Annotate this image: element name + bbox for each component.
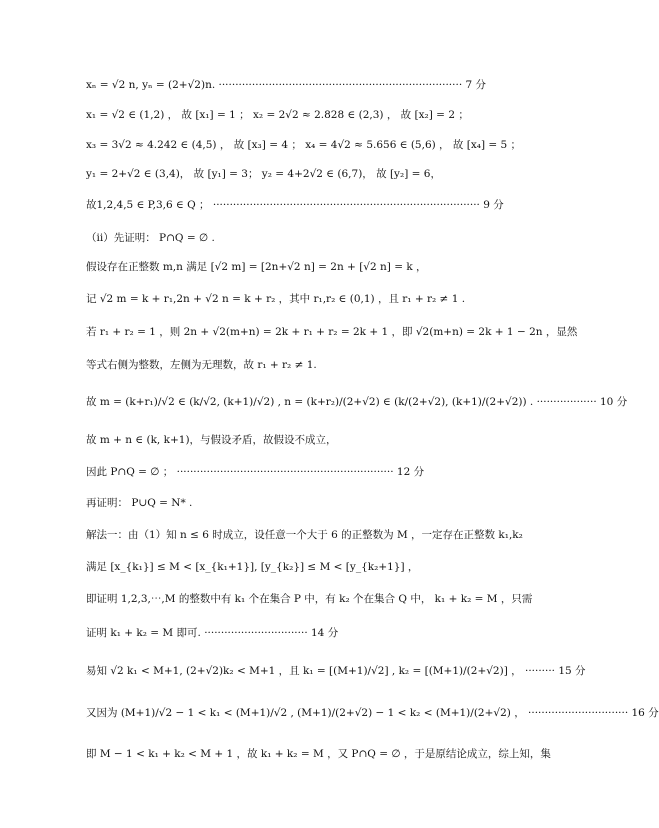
text-line: 等式右侧为整数，左侧为无理数，故 r₁ + r₂ ≠ 1. bbox=[86, 359, 317, 371]
text-line: 解法一：由（1）知 n ≤ 6 时成立，设任意一个大于 6 的正整数为 M ，一定存在正整数 k₁,k₂ bbox=[86, 529, 523, 541]
text-line: 又因为 (M+1)/√2 − 1 < k₁ < (M+1)/√2 , (M+1)/(2+√2) − 1 < k₂ < (M+1)/(2+√2) ， ······························ 16 分 bbox=[86, 707, 659, 719]
text-line: 因此 P∩Q = ∅ ； ································································· 12 分 bbox=[86, 466, 425, 478]
text-line: y₁ = 2+√2 ∈ (3,4)， 故 [y₁] = 3； y₂ = 4+2√2 ∈ (6,7)， 故 [y₂] = 6， bbox=[86, 168, 441, 180]
text-line: 假设存在正整数 m,n 满足 [√2 m] = [2n+√2 n] = 2n + [√2 n] = k ， bbox=[86, 261, 427, 273]
text-line: 满足 [x_{k₁}] ≤ M < [x_{k₁+1}], [y_{k₂}] ≤ M < [y_{k₂+1}] ， bbox=[86, 561, 419, 573]
text-line: 故 m + n ∈ (k, k+1)，与假设矛盾，故假设不成立， bbox=[86, 434, 337, 446]
text-line: 若 r₁ + r₂ = 1 ，则 2n + √2(m+n) = 2k + r₁ + r₂ = 2k + 1 ，即 √2(m+n) = 2k + 1 − 2n ，显然 bbox=[86, 326, 578, 338]
text-line: 即证明 1,2,3,⋯,M 的整数中有 k₁ 个在集合 P 中，有 k₂ 个在集合 Q 中， k₁ + k₂ = M ，只需 bbox=[86, 593, 533, 605]
text-line: 证明 k₁ + k₂ = M 即可. ······························· 14 分 bbox=[86, 627, 339, 639]
text-line: （ii）先证明： P∩Q = ∅ . bbox=[86, 232, 215, 244]
text-line: 易知 √2 k₁ < M+1, (2+√2)k₂ < M+1 ，且 k₁ = [(M+1)/√2] , k₂ = [(M+1)/(2+√2)] ， ········· 15 分 bbox=[86, 665, 586, 677]
text-line: x₃ = 3√2 ≈ 4.242 ∈ (4,5) ， 故 [x₃] = 4 ； x₄ = 4√2 ≈ 5.656 ∈ (5,6) ， 故 [x₄] = 5 ； bbox=[86, 139, 522, 151]
text-line: 即 M − 1 < k₁ + k₂ < M + 1 ，故 k₁ + k₂ = M ，又 P∩Q = ∅ ，于是原结论成立，综上知，集 bbox=[86, 748, 551, 760]
text-line: 故1,2,4,5 ∈ P,3,6 ∈ Q ； ················································································ 9 分 bbox=[86, 199, 504, 211]
text-line: 故 m = (k+r₁)/√2 ∈ (k/√2, (k+1)/√2) , n = (k+r₂)/(2+√2) ∈ (k/(2+√2), (k+1)/(2+√2)) . ·················· 10 分 bbox=[86, 396, 628, 408]
text-line: xₙ = √2 n, yₙ = (2+√2)n. ········································································· 7 分 bbox=[86, 79, 487, 91]
text-line: 再证明： P∪Q = N* . bbox=[86, 497, 193, 509]
text-line: x₁ = √2 ∈ (1,2) ， 故 [x₁] = 1 ； x₂ = 2√2 ≈ 2.828 ∈ (2,3) ， 故 [x₂] = 2 ； bbox=[86, 109, 469, 121]
text-line: 记 √2 m = k + r₁,2n + √2 n = k + r₂ ，其中 r₁,r₂ ∈ (0,1) ，且 r₁ + r₂ ≠ 1 . bbox=[86, 293, 466, 305]
